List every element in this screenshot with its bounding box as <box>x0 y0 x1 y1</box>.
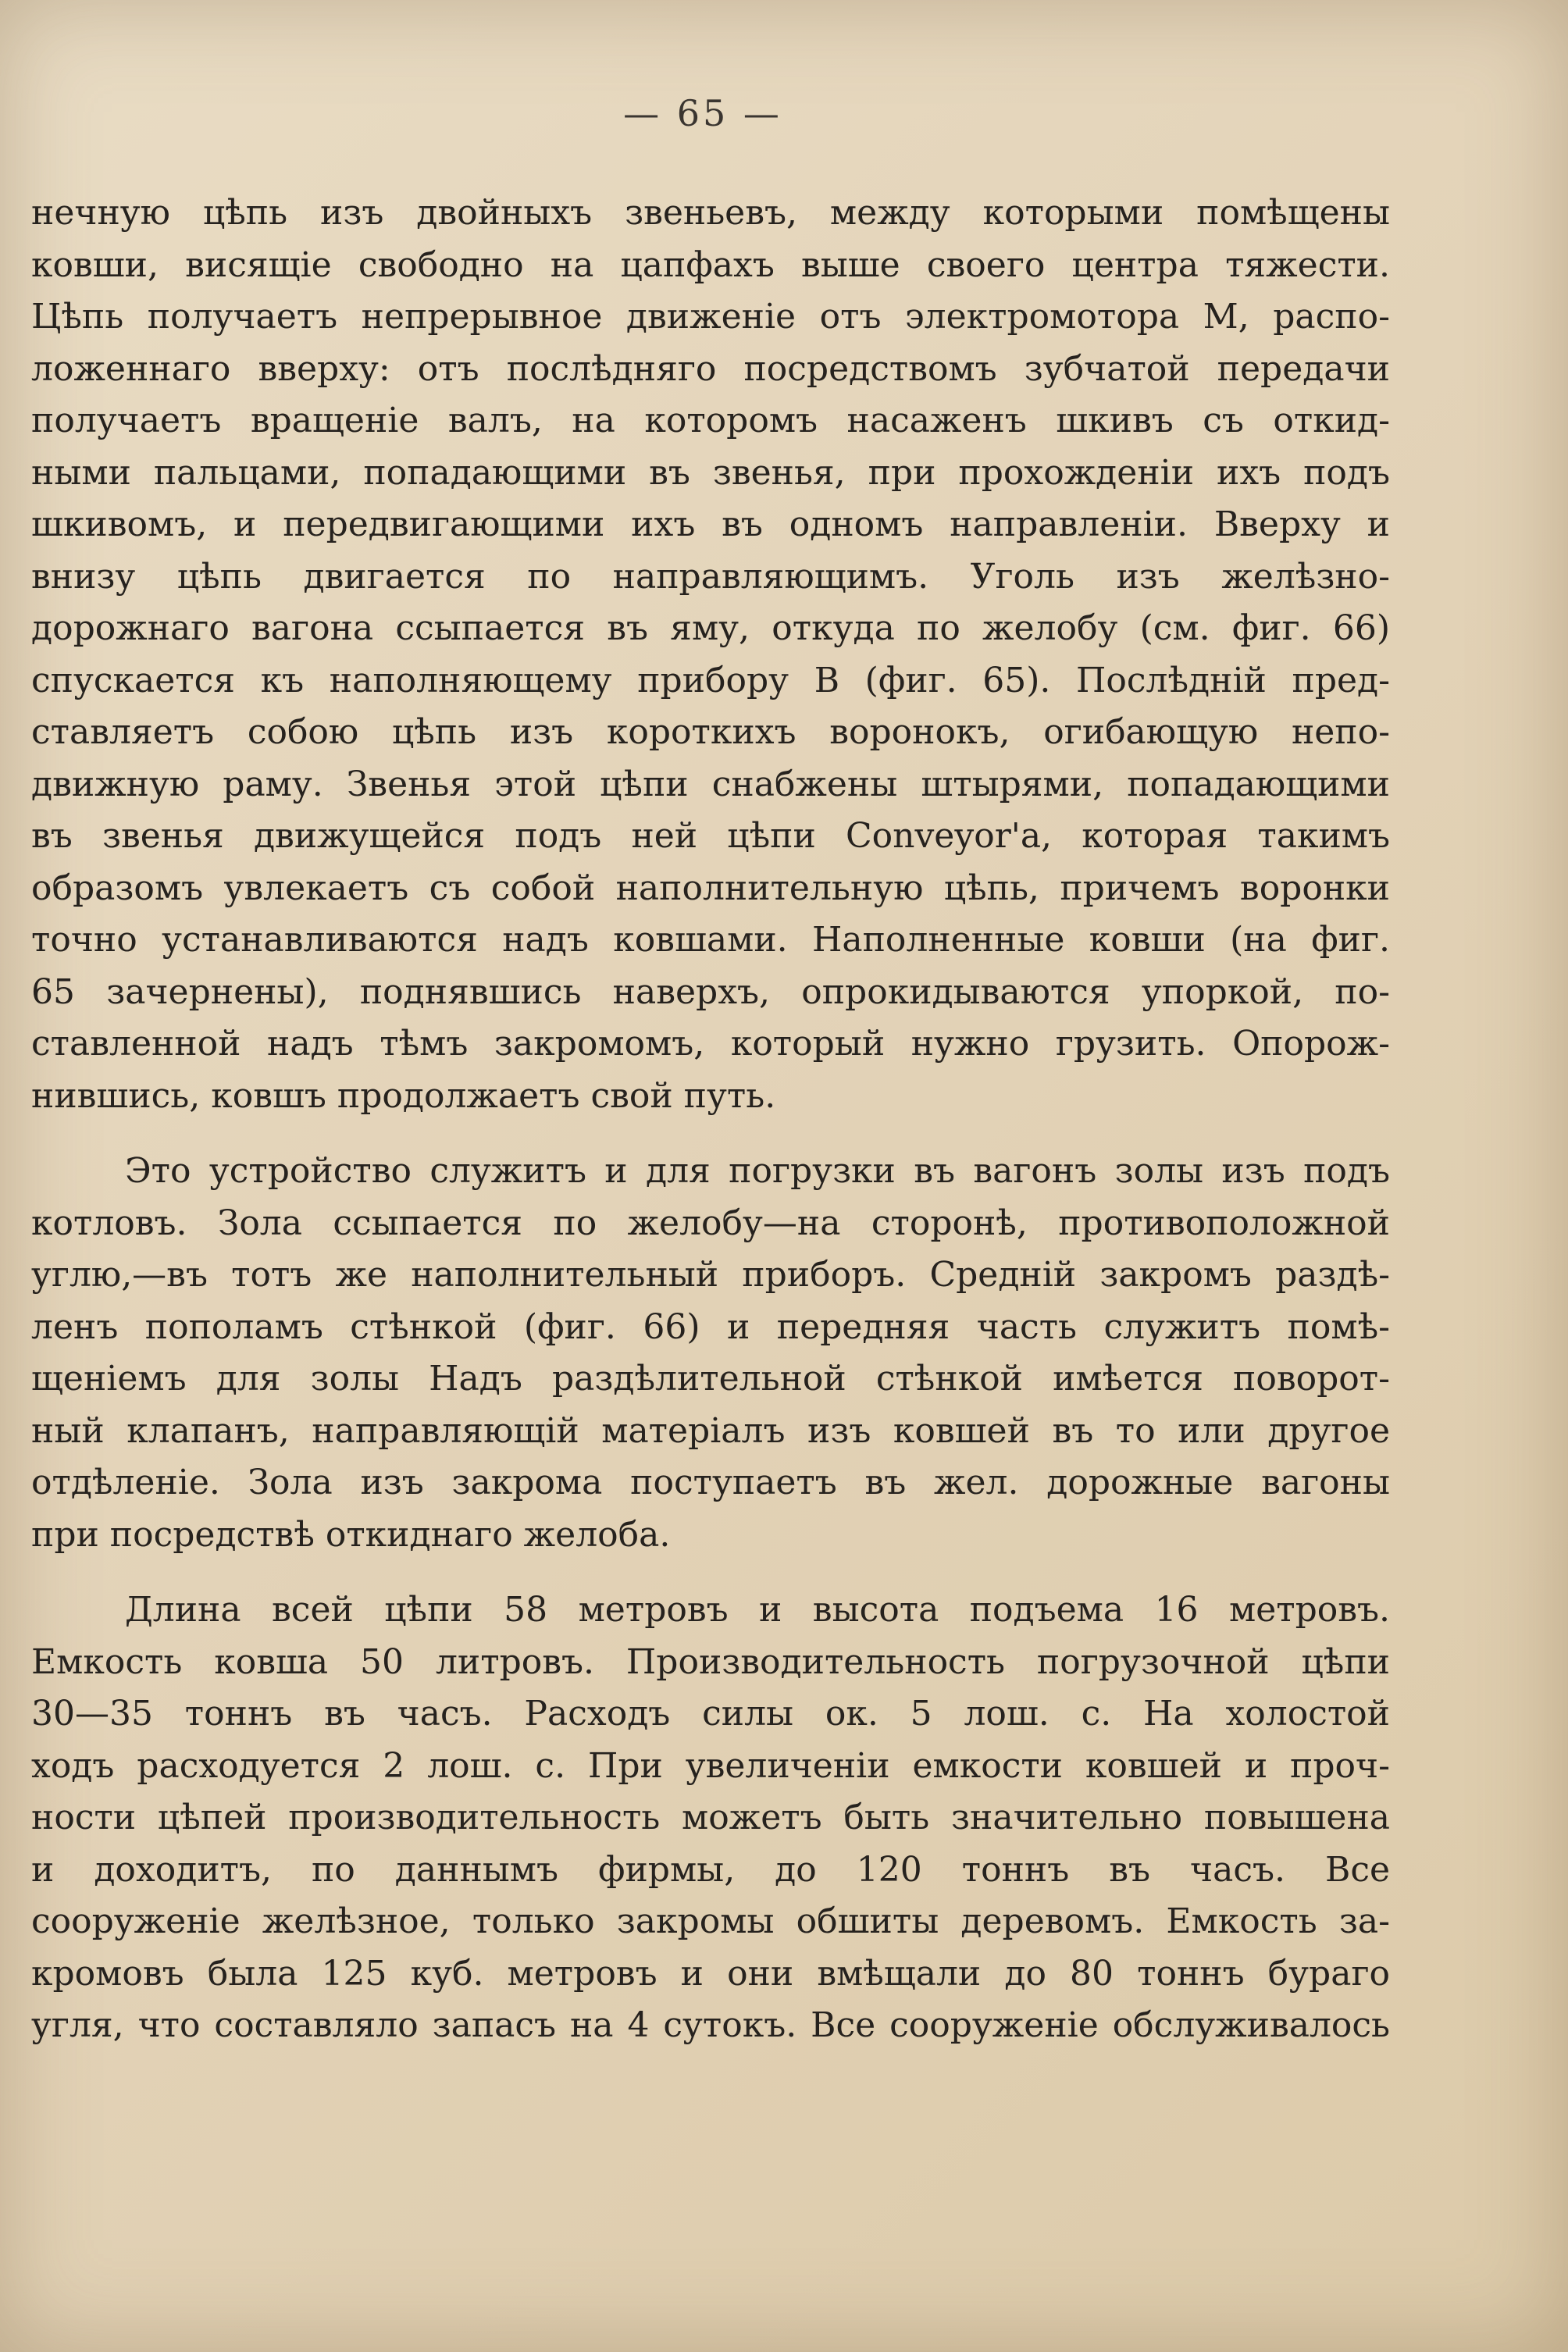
paragraph-2 <box>31 1146 1390 1561</box>
text-line: Это устройство служитъ и для погрузки въ вагонъ золы изъ подъ <box>125 1151 1390 1191</box>
text-line: и доходитъ, по даннымъ фирмы, до 120 тоннъ въ часъ. Все <box>31 1849 1390 1890</box>
paragraph-1 <box>31 187 1390 1122</box>
text-line: углю,—въ тотъ же наполнительный приборъ. Средній закромъ раздѣ- <box>31 1255 1390 1295</box>
text-line: шкивомъ, и передвигающими ихъ въ одномъ направленіи. Вверху и <box>31 504 1390 544</box>
paragraph-spacer <box>31 1122 1390 1146</box>
paragraph-spacer <box>31 1561 1390 1584</box>
body-text <box>31 187 1390 2052</box>
text-line: котловъ. Зола ссыпается по желобу—на сторонѣ, противоположной <box>31 1203 1390 1243</box>
text-line: ходъ расходуется 2 лош. с. При увеличеніи емкости ковшей и проч- <box>31 1745 1390 1786</box>
text-line: кромовъ была 125 куб. метровъ и они вмѣщали до 80 тоннъ бураго <box>31 1953 1390 1994</box>
page-number: — 65 — <box>623 92 782 134</box>
text-line: точно устанавливаются надъ ковшами. Наполненные ковши (на фиг. <box>31 920 1390 960</box>
text-line: дорожнаго вагона ссыпается въ яму, откуда по желобу (см. фиг. 66) <box>31 608 1390 648</box>
text-line: нившись, ковшъ продолжаетъ свой путь. <box>31 1075 776 1116</box>
text-line: ставляетъ собою цѣпь изъ короткихъ воронокъ, огибающую непо- <box>31 712 1390 752</box>
text-line: ный клапанъ, направляющій матеріалъ изъ ковшей въ то или другое <box>31 1410 1390 1451</box>
text-line: 30—35 тоннъ въ часъ. Расходъ силы ок. 5 лош. с. На холостой <box>31 1694 1390 1734</box>
text-line: угля, что составляло запасъ на 4 сутокъ. Все сооруженіе обслуживалось <box>31 2005 1390 2045</box>
text-line: сооруженіе желѣзное, только закромы обшиты деревомъ. Емкость за- <box>31 1901 1390 1941</box>
text-line: 65 зачернены), поднявшись наверхъ, опрокидываются упоркой, по- <box>31 971 1390 1012</box>
text-line: отдѣленіе. Зола изъ закрома поступаетъ въ жел. дорожные вагоны <box>31 1463 1390 1502</box>
text-line: Цѣпь получаетъ непрерывное движеніе отъ электромотора М, распо- <box>31 297 1390 337</box>
text-line: въ звенья движущейся подъ ней цѣпи Conveyor'а, которая такимъ <box>31 816 1390 856</box>
text-line: ложеннаго вверху: отъ послѣдняго посредствомъ зубчатой передачи <box>31 348 1390 389</box>
text-line: ными пальцами, попадающими въ звенья, при прохожденіи ихъ подъ <box>31 452 1390 493</box>
text-line: ставленной надъ тѣмъ закромомъ, который нужно грузить. Опорож- <box>31 1024 1390 1064</box>
text-line: движную раму. Звенья этой цѣпи снабжены штырями, попадающими <box>31 764 1390 804</box>
text-line: ности цѣпей производительность можетъ быть значительно повышена <box>31 1798 1390 1837</box>
text-line: образомъ увлекаетъ съ собой наполнительную цѣпь, причемъ воронки <box>31 868 1390 908</box>
paragraph-3 <box>31 1584 1390 2052</box>
text-line: ковши, висящіе свободно на цапфахъ выше своего центра тяжести. <box>31 244 1390 285</box>
text-line: при посредствѣ откиднаго желоба. <box>31 1514 671 1555</box>
text-line: внизу цѣпь двигается по направляющимъ. Уголь изъ желѣзно- <box>31 556 1390 597</box>
text-line: получаетъ вращеніе валъ, на которомъ насаженъ шкивъ съ откид- <box>31 401 1390 440</box>
text-line: ленъ пополамъ стѣнкой (фиг. 66) и передняя часть служитъ помѣ- <box>31 1306 1390 1347</box>
text-line: Длина всей цѣпи 58 метровъ и высота подъема 16 метровъ. <box>125 1590 1390 1630</box>
text-line: Емкость ковша 50 литровъ. Производительность погрузочной цѣпи <box>31 1641 1390 1682</box>
text-line: спускается къ наполняющему прибору В (фиг. 65). Послѣдній пред- <box>31 660 1390 700</box>
text-line: нечную цѣпь изъ двойныхъ звеньевъ, между которыми помѣщены <box>31 193 1390 233</box>
text-line: щеніемъ для золы Надъ раздѣлительной стѣнкой имѣется поворот- <box>31 1359 1390 1399</box>
